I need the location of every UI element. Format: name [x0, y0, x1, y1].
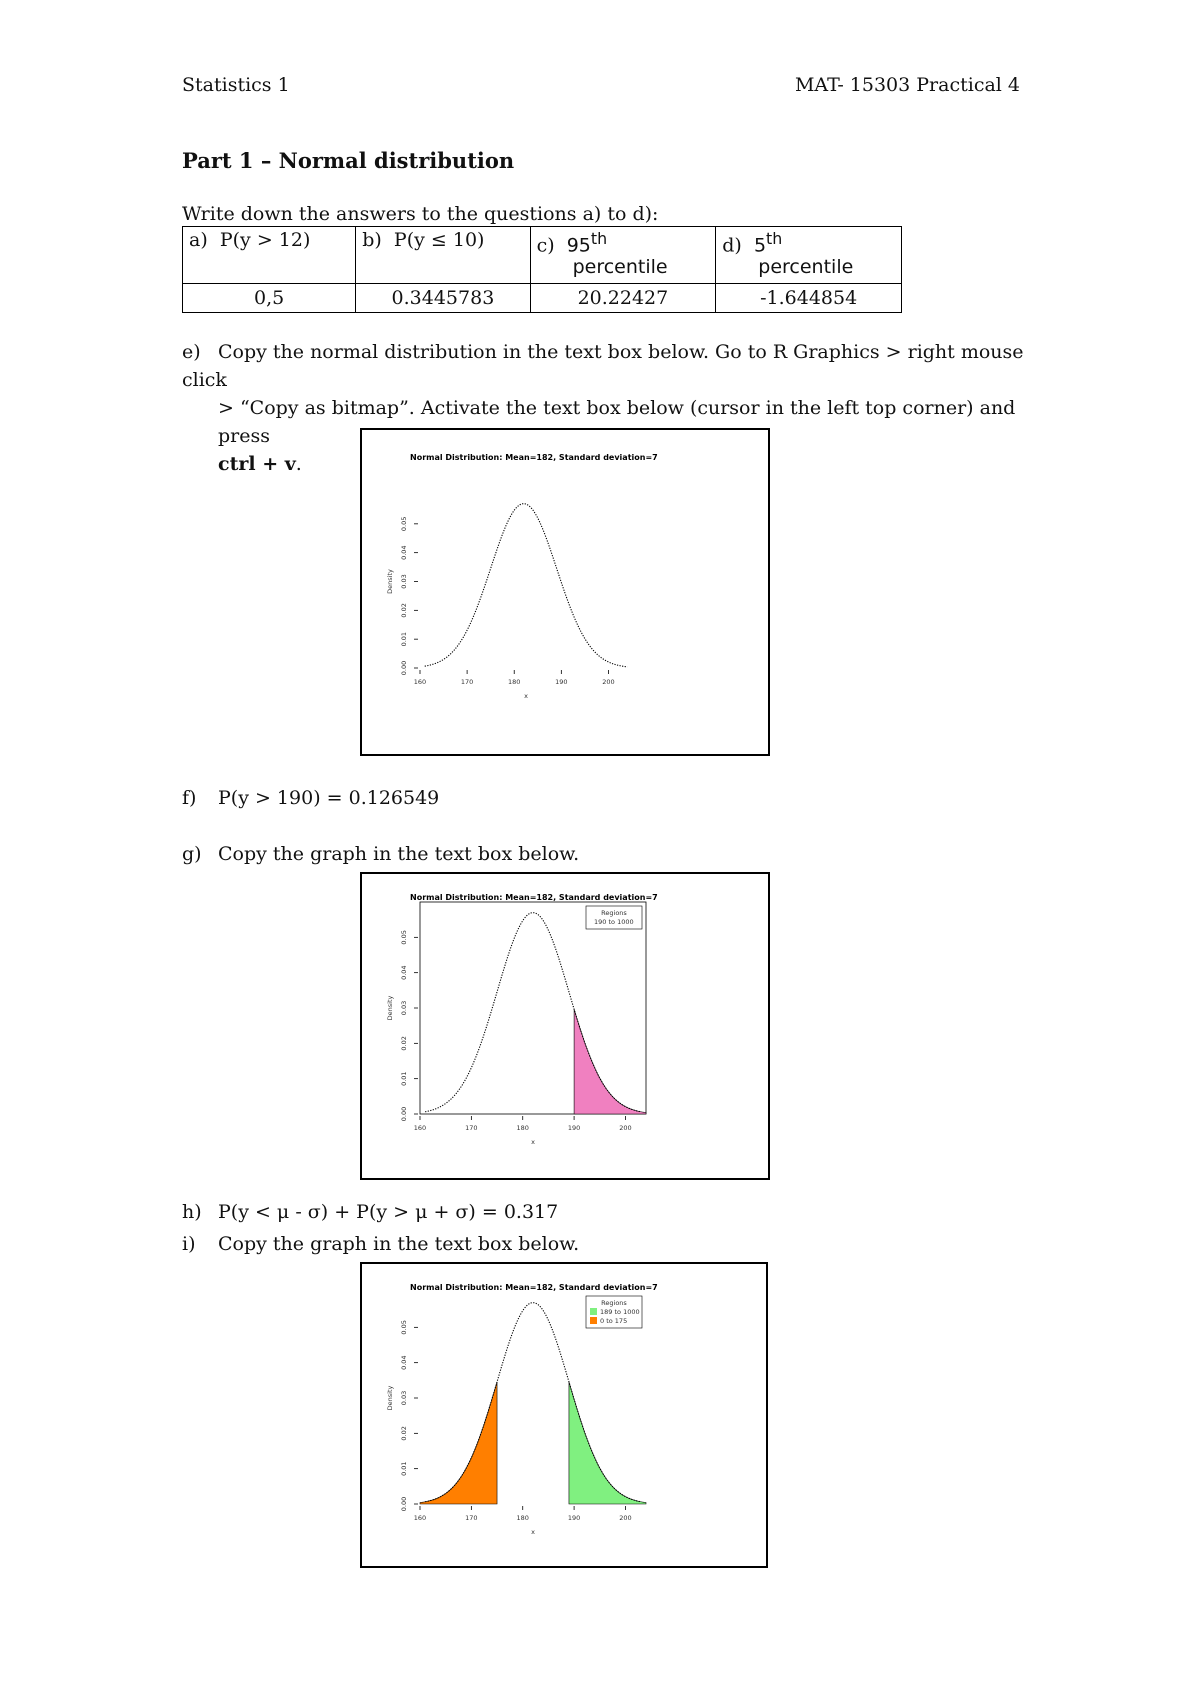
header-cell-a [183, 227, 356, 284]
cell-line2: percentile [572, 256, 668, 279]
x-tick-label: 160 [413, 1514, 427, 1522]
question-text-end: . [295, 453, 302, 475]
question-text: Copy the normal distribution in the text box below. Go to R Graphics > right mouse click [182, 341, 1024, 391]
x-axis-label: x [531, 1138, 535, 1146]
x-tick-label: 200 [602, 678, 615, 686]
intro-text: Write down the answers to the questions a) to d): [182, 203, 659, 225]
y-tick-label: 0.04 [400, 1355, 408, 1370]
legend-swatch [590, 1317, 597, 1324]
shaded-upper-tail-chart [362, 874, 768, 1178]
x-tick-label: 190 [567, 1514, 581, 1522]
cell-text: P(y > 12) [219, 229, 311, 251]
header-left: Statistics 1 [182, 74, 290, 96]
y-tick-label: 0.00 [400, 1496, 408, 1512]
question-text: Copy the graph in the text box below. [218, 1233, 580, 1255]
x-tick-label: 170 [465, 1124, 478, 1132]
shaded-region-0 [420, 1382, 497, 1504]
question-label: i) [182, 1233, 196, 1255]
cell-text: 95 [566, 234, 591, 257]
chart-title: Normal Distribution: Mean=182, Standard deviation=7 [410, 893, 658, 902]
value-cell-c: 20.22427 [530, 284, 716, 313]
cell-text: P(y ≤ 10) [393, 229, 485, 251]
question-text: P(y < μ - σ) + P(y > μ + σ) = 0.317 [218, 1201, 559, 1223]
answer-table [182, 226, 902, 313]
y-tick-label: 0.05 [400, 930, 408, 945]
x-axis-label: x [524, 692, 528, 700]
value-cell-b: 0.3445783 [356, 284, 530, 313]
y-tick-label: 0.02 [400, 1426, 408, 1441]
question-label: e) [182, 341, 201, 363]
shaded-region-1 [569, 1382, 646, 1504]
y-tick-label: 0.03 [400, 574, 408, 589]
header-cell-c [530, 227, 716, 284]
y-tick-label: 0.01 [400, 1461, 408, 1476]
density-curve [425, 504, 628, 667]
y-tick-label: 0.02 [400, 1036, 408, 1051]
question-label: f) [182, 787, 197, 809]
y-tick-label: 0.03 [400, 1000, 408, 1016]
cell-line2: percentile [758, 256, 854, 279]
section-title: Part 1 – Normal distribution [182, 148, 515, 173]
y-tick-label: 0.04 [400, 545, 408, 560]
legend-entry: 189 to 1000 [600, 1308, 640, 1316]
y-tick-label: 0.05 [400, 1320, 408, 1335]
y-tick-label: 0.01 [400, 631, 408, 647]
legend-title: Regions [601, 1299, 627, 1307]
cell-label: c) [536, 234, 555, 257]
chart-box-e[interactable] [360, 428, 770, 756]
question-f [182, 784, 439, 812]
value-cell-d: -1.644854 [716, 284, 902, 313]
density-curve [425, 913, 641, 1112]
normal-distribution-chart [362, 430, 768, 754]
y-tick-label: 0.01 [400, 1071, 408, 1086]
y-tick-label: 0.03 [400, 1390, 408, 1406]
legend-title: Regions [601, 909, 627, 917]
y-tick-label: 0.05 [400, 516, 408, 532]
legend-swatch [590, 1308, 597, 1315]
density-curve [425, 1303, 641, 1502]
header-cell-d [716, 227, 902, 284]
x-tick-label: 180 [516, 1124, 529, 1132]
cell-label: d) [722, 234, 742, 257]
question-bold-text: ctrl + v [218, 453, 296, 475]
chart-title: Normal Distribution: Mean=182, Standard deviation=7 [410, 453, 658, 462]
x-tick-label: 190 [555, 678, 568, 686]
y-tick-label: 0.00 [400, 660, 408, 676]
answer-table-value-row [183, 284, 902, 313]
x-tick-label: 180 [508, 678, 521, 686]
question-label: h) [182, 1201, 202, 1223]
x-tick-label: 170 [465, 1514, 478, 1522]
header-cell-b [356, 227, 530, 284]
x-tick-label: 200 [619, 1514, 632, 1522]
chart-title: Normal Distribution: Mean=182, Standard deviation=7 [410, 1283, 658, 1292]
x-tick-label: 180 [516, 1514, 529, 1522]
y-axis-label: Density [386, 1385, 394, 1411]
x-tick-label: 170 [460, 678, 474, 686]
x-axis-label: x [531, 1528, 535, 1536]
x-tick-label: 160 [413, 678, 427, 686]
y-tick-label: 0.04 [400, 965, 408, 980]
shaded-region-0 [574, 1009, 646, 1114]
question-text: P(y > 190) = 0.126549 [218, 787, 440, 809]
cell-label: a) [189, 229, 208, 251]
x-tick-label: 190 [567, 1124, 581, 1132]
question-text: > “Copy as bitmap”. Activate the text box below (cursor in the left top corner) and press [218, 397, 1016, 447]
cell-sup: th [766, 229, 783, 248]
y-tick-label: 0.00 [400, 1106, 408, 1122]
question-i [182, 1230, 579, 1258]
cell-sup: th [590, 229, 608, 248]
y-tick-label: 0.02 [400, 603, 408, 618]
header-right: MAT- 15303 Practical 4 [794, 74, 1020, 96]
legend-entry: 190 to 1000 [594, 918, 634, 926]
question-text: Copy the graph in the text box below. [218, 843, 580, 865]
cell-text: 5 [753, 234, 767, 257]
answer-table-header-row [183, 227, 902, 284]
chart-box-g[interactable] [360, 872, 770, 1180]
two-tail-shaded-chart [362, 1264, 766, 1566]
chart-box-i[interactable] [360, 1262, 768, 1568]
plot-frame [420, 902, 646, 1114]
x-tick-label: 160 [413, 1124, 427, 1132]
legend-entry: 0 to 175 [600, 1317, 628, 1325]
question-h [182, 1198, 558, 1226]
value-cell-a: 0,5 [183, 284, 356, 313]
y-axis-label: Density [386, 569, 394, 594]
question-g [182, 840, 579, 868]
cell-label: b) [362, 229, 382, 251]
y-axis-label: Density [386, 995, 394, 1021]
x-tick-label: 200 [619, 1124, 632, 1132]
question-label: g) [182, 843, 202, 865]
